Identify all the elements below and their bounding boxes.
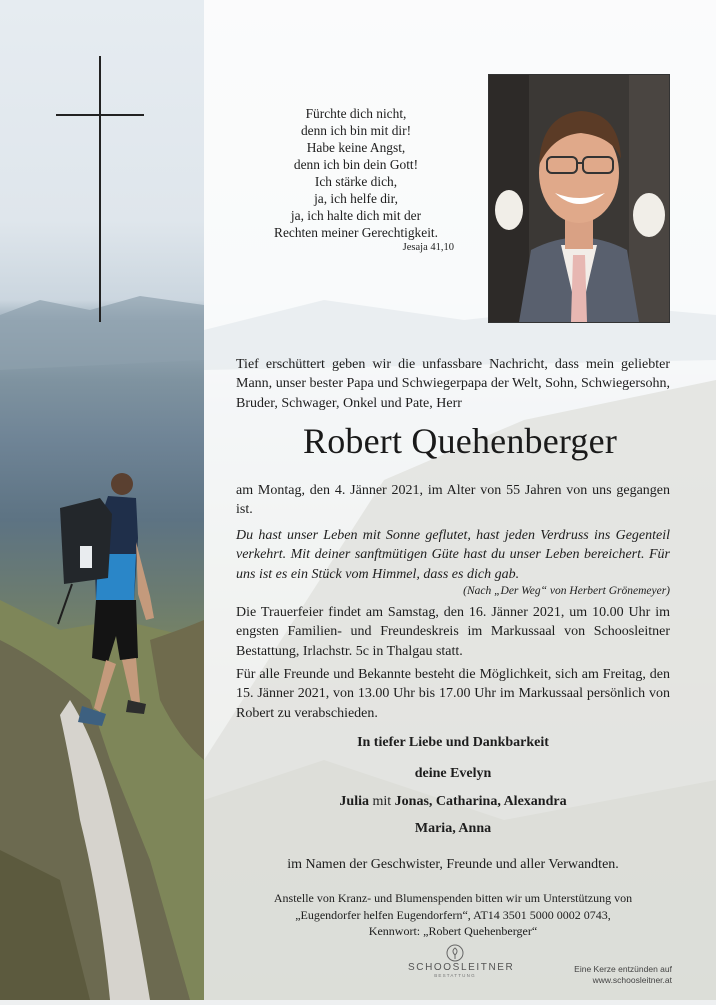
closing-line: In tiefer Liebe und Dankbarkeit: [357, 735, 549, 750]
siblings-line: im Namen der Geschwister, Freunde und aller Verwandten.: [287, 857, 619, 872]
deceased-name: Robert Quehenberger: [302, 421, 618, 461]
poem-text: Du hast unser Leben mit Sonne geflutet, hast jeden Verdruss ins Gegenteil verkehrt. Mit deiner sanftmütigen Güte hast du unser Leben bereichert. Für uns ist es ein Stück vom Himmel, dass es dich gab.: [236, 528, 670, 582]
death-notice: am Montag, den 4. Jänner 2021, im Alter von 55 Jahren von uns gegangen ist.: [236, 483, 670, 518]
cross-icon-bar: [56, 114, 144, 116]
quote-line: ja, ich halte dich mit der: [290, 208, 422, 223]
daughter1-family: Jonas, Catharina, Alexandra: [394, 794, 567, 809]
quote-line: Fürchte dich nicht,: [305, 106, 407, 121]
poem-source: (Nach „Der Weg“ von Herbert Grönemeyer): [463, 585, 670, 598]
donation-line: Anstelle von Kranz- und Blumenspenden bitten wir um Unterstützung von: [273, 891, 633, 905]
farewell-info: Für alle Freunde und Bekannte besteht die Möglichkeit, sich am Freitag, den 15. Jänner 2021, von 13.00 Uhr bis 17.00 Uhr im Markussaal persönlich von Robert zu verabschieden.: [236, 667, 670, 721]
bible-quote: [236, 105, 476, 254]
candle-text: Eine Kerze entzünden auf: [574, 964, 672, 974]
connector-text: mit: [368, 794, 395, 809]
donation-line: Kennwort: „Robert Quehenberger“: [368, 924, 538, 938]
donation-line: „Eugendorfer helfen Eugendorfern“, AT14 3501 5000 0002 0743,: [295, 907, 611, 922]
daughter1-name: Julia: [339, 794, 369, 809]
donation-note: [236, 890, 670, 940]
mourner-wife: deine Evelyn: [414, 766, 492, 781]
candle-url[interactable]: www.schoosleitner.at: [592, 975, 672, 985]
mourner-daughter2: Maria, Anna: [414, 821, 492, 836]
quote-line: denn ich bin mit dir!: [300, 123, 412, 138]
memorial-poem: [236, 526, 670, 599]
logo-name: SCHOOSLEITNER: [408, 962, 515, 973]
portrait-photo: [488, 74, 670, 323]
logo-subtitle: BESTATTUNG: [434, 973, 476, 978]
quote-line: ja, ich helfe dir,: [314, 191, 398, 206]
hiker-figure: [50, 468, 160, 743]
funeral-home-logo: [408, 944, 515, 978]
rose-icon: [446, 944, 464, 962]
candle-link[interactable]: [560, 964, 672, 986]
cross-icon: [99, 56, 101, 322]
funeral-info: Die Trauerfeier findet am Samstag, den 16. Jänner 2021, um 10.00 Uhr im engsten Familien- und Freundeskreis im Markussaal von Schoosleitner Bestattung, Irlachstr. 5c in Thalgau statt.: [236, 605, 670, 659]
portrait-illustration: [489, 75, 669, 322]
quote-line: Habe keine Angst,: [306, 140, 406, 155]
quote-reference: Jesaja 41,10: [402, 242, 454, 253]
quote-line: Rechten meiner Gerechtigkeit.: [274, 225, 438, 240]
mourner-daughter1: [236, 794, 670, 810]
intro-text: Tief erschüttert geben wir die unfassbare Nachricht, dass mein geliebter Mann, unser bester Papa und Schwiegerpapa der Welt, Sohn, Schwiegersohn, Bruder, Schwager, Onkel und Pate, Herr: [236, 357, 670, 411]
quote-line: Ich stärke dich,: [314, 174, 398, 189]
quote-line: denn ich bin dein Gott!: [293, 157, 419, 172]
